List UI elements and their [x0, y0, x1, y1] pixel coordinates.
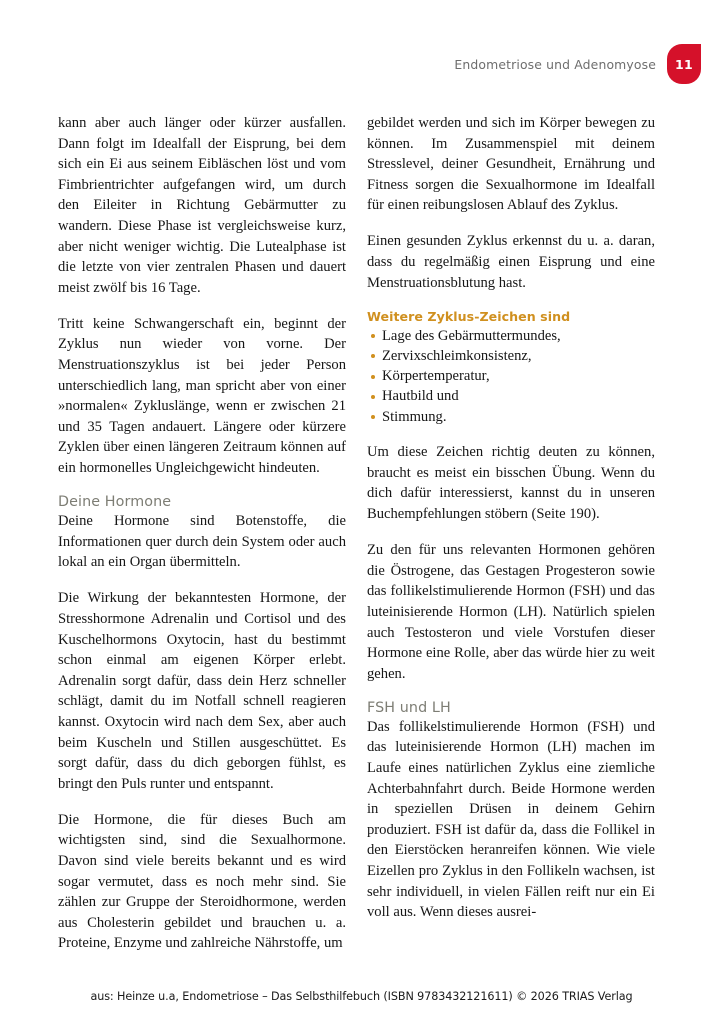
list-item: Hautbild und: [367, 386, 655, 406]
list-heading-zyklus-zeichen: Weitere Zyklus-Zeichen sind: [367, 308, 571, 324]
paragraph: gebildet werden und sich im Körper bewegen zu können. Im Zusammenspiel mit deinem Stresslevel, deiner Gesundheit, Ernährung und Fitness sorgen die Sexualhormone im Idealfall für einen reibungslosen Ablauf des Zyklus.: [367, 115, 655, 214]
paragraph: Die Hormone, die für dieses Buch am wichtigsten sind, sind die Sexualhormone. Davon sind viele bereits bekannt und es wird sogar vermutet, dass es noch mehr sind. Sie zählen zur Gruppe der Steroidhormone, werden aus Cholesterin gebildet und brauchen u. a. Proteine, Enzyme und zahlreiche Nährstoffe, um: [58, 811, 346, 952]
paragraph: Um diese Zeichen richtig deuten zu können, braucht es meist ein bisschen Übung. Wenn du dich dafür interessierst, kannst du in unseren Buchempfehlungen stöbern (Seite 190).: [367, 444, 655, 523]
left-column: [58, 113, 346, 954]
paragraph: Zu den für uns relevanten Hormonen gehören die Östrogene, das Gestagen Progesteron sowie das follikelstimulierende Hormon (FSH) und das luteinisierende Hormon (LH). Natürlich spielen auch Testosteron und viele Vorstufen dieser Hormone eine Rolle, aber das würde hier zu weit gehen.: [367, 542, 655, 682]
page-number-tab: 11: [667, 44, 701, 84]
right-column: [367, 113, 655, 954]
paragraph: Die Wirkung der bekanntesten Hormone, der Stresshormone Adrenalin und Cortisol und des Kuschelhormons Oxytocin, hast du bestimmt schon einmal am eigenen Körper erlebt. Adrenalin sorgt dafür, dass dein Herz schneller schlägt, damit du im Notfall schnell reagieren kannst. Oxytocin wird nach dem Sex, aber auch beim Kuscheln und Stillen ausgeschüttet. Es sorgt dafür, dass du dich geborgen fühlst, es bringt den Puls runter und entspannt.: [58, 590, 346, 792]
section-heading-deine-hormone: Deine Hormone: [58, 494, 172, 511]
running-header-title: Endometriose und Adenomyose: [454, 56, 656, 72]
two-column-body: [58, 113, 668, 954]
list-item: Stimmung.: [367, 407, 655, 427]
paragraph: kann aber auch länger oder kürzer ausfallen. Dann folgt im Idealfall der Eisprung, bei dem sich ein Ei aus seinem Eibläschen löst und vom Fimbrientrichter aufgefangen wird, um durch den Eileiter in Richtung Gebärmutter zu wandern. Diese Phase ist vergleichsweise kurz, aber nicht weniger wichtig. Die Lutealphase ist die letzte von vier zentralen Phasen und dauert meist zwölf bis 16 Tage.: [58, 115, 346, 296]
zyklus-zeichen-list: [367, 326, 655, 427]
section-heading-fsh-und-lh: FSH und LH: [367, 699, 451, 716]
footer-source-line: aus: Heinze u.a, Endometriose – Das Selbsthilfebuch (ISBN 9783432121611) © 2026 TRIAS Verlag: [90, 990, 633, 1003]
paragraph: Deine Hormone sind Botenstoffe, die Informationen quer durch dein System oder auch lokal an ein Organ übermitteln.: [58, 513, 346, 571]
list-item: Zervixschleimkonsistenz,: [367, 346, 655, 366]
paragraph: Das follikelstimulierende Hormon (FSH) und das luteinisierende Hormon (LH) machen im Laufe eines natürlichen Zyklus eine ziemliche Achterbahnfahrt durch. Beide Hormone werden in speziellen Drüsen in deinem Gehirn produziert. FSH ist dafür da, dass die Follikel in den Eierstöcken heranreifen können. Wie viele Eizellen pro Zyklus in den Follikeln wachsen, ist sehr individuell, in vielen Fällen reift nur ein Ei voll aus. Wenn dieses ausrei-: [367, 718, 655, 921]
list-item: Körpertemperatur,: [367, 366, 655, 386]
paragraph: Tritt keine Schwangerschaft ein, beginnt der Zyklus nun wieder von vorne. Der Menstruationszyklus ist bei jeder Person unterschiedlich lang, man spricht aber von einer »normalen« Zykluslänge, wenn er zwischen 21 und 35 Tagen andauert. Längere oder kürzere Zyklen über einen längeren Zeitraum können auf ein hormonelles Ungleichgewicht hindeuten.: [58, 315, 346, 476]
running-header: [454, 44, 701, 84]
list-item: Lage des Gebärmuttermundes,: [367, 326, 655, 346]
paragraph: Einen gesunden Zyklus erkennst du u. a. daran, dass du regelmäßig einen Eisprung und eine Menstruationsblutung hast.: [367, 233, 655, 291]
